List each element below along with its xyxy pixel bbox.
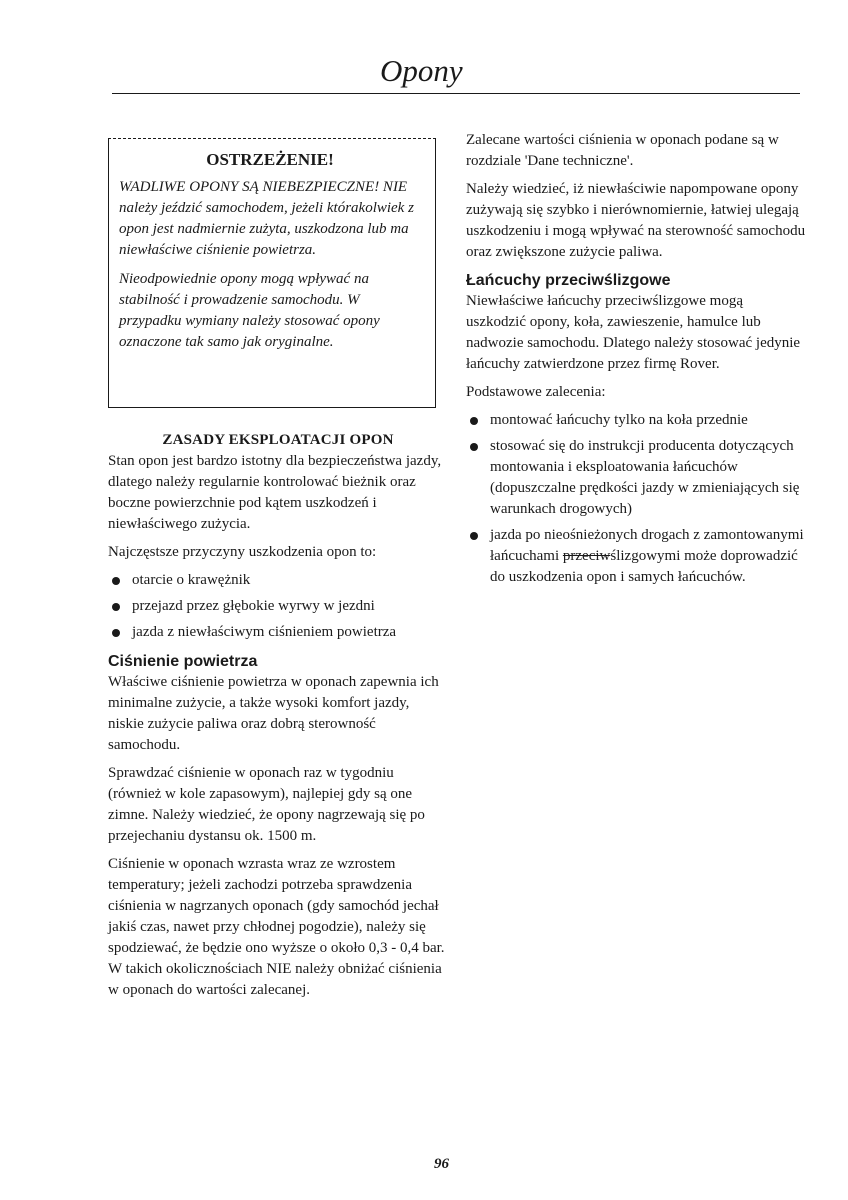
warning-title: OSTRZEŻENIE! <box>206 150 334 169</box>
bullet-icon <box>470 417 478 425</box>
section-heading-tyre-rules: ZASADY EKSPLOATACJI OPON <box>162 432 394 448</box>
list-item-text: stosować się do instrukcji producenta dotyczących montowania i eksploatowania łańcuchów (dopuszczalne prędkości jazdy w zmieniających się warunkach drogowych) <box>490 438 800 517</box>
list-item <box>466 525 806 588</box>
warning-paragraph-2: Nieodpowiednie opony mogą wpływać na stabilność i prowadzenie samochodu. W przypadku wymiany należy stosować opony oznaczone tak samo jak oryginalne. <box>119 271 380 350</box>
pressure-paragraph-3: Ciśnienie w oponach wzrasta wraz ze wzrostem temperatury; jeżeli zachodzi potrzeba sprawdzenia ciśnienia w nagrzanych oponach (gdy samochód jechał jakiś czas, nawet przy chłodnej pogodzie), należy się spodziewać, że będzie ono wyższe o około 0,3 - 0,4 bar. W takich okolicznościach NIE należy obniżać ciśnienia w oponach do wartości zalecanej. <box>108 856 445 998</box>
list-item <box>108 596 448 617</box>
rec3-text-end: ślizgowymi może doprowadzić do uszkodzenia opon i samych łańcuchów. <box>490 548 798 585</box>
section-heading-snow-chains: Łańcuchy przeciwślizgowe <box>466 272 671 289</box>
list-item <box>108 570 448 591</box>
right-column <box>466 130 806 596</box>
warning-box <box>108 138 436 408</box>
list-item-text: przejazd przez głębokie wyrwy w jezdni <box>132 598 375 614</box>
recommended-pressure-paragraph: Zalecane wartości ciśnienia w oponach podane są w rozdziale 'Dane techniczne'. <box>466 132 779 169</box>
list-item <box>108 622 448 643</box>
recommendations-intro: Podstawowe zalecenia: <box>466 384 606 400</box>
tyre-rules-intro: Stan opon jest bardzo istotny dla bezpieczeństwa jazdy, dlatego należy regularnie kontrolować bieżnik oraz boczne powierzchnie pod kątem uszkodzeń i niewłaściwego zużycia. <box>108 453 442 532</box>
damage-causes-intro: Najczęstsze przyczyny uszkodzenia opon to: <box>108 544 377 560</box>
list-item <box>466 436 806 520</box>
snow-chains-paragraph: Niewłaściwe łańcuchy przeciwślizgowe mogą uszkodzić opony, koła, zawieszenie, hamulce lub nadwozie samochodu. Dlatego należy stosować jedynie łańcuchy zatwierdzone przez firmę Rover. <box>466 293 801 372</box>
bullet-icon <box>112 577 120 585</box>
header-divider <box>112 93 800 94</box>
pressure-paragraph-1: Właściwe ciśnienie powietrza w oponach zapewnia ich minimalne zużycie, a także wysoki komfort jazdy, niskie zużycie paliwa oraz dobrą sterowność samochodu. <box>108 674 439 753</box>
rec3-struck-text: przeciw <box>562 548 611 564</box>
bullet-icon <box>470 443 478 451</box>
list-item-text: montować łańcuchy tylko na koła przednie <box>490 412 748 428</box>
bullet-icon <box>470 532 478 540</box>
damage-causes-list <box>108 570 448 643</box>
list-item-text: jazda z niewłaściwym ciśnieniem powietrza <box>132 624 397 640</box>
warning-paragraph-1: WADLIWE OPONY SĄ NIEBEZPIECZNE! NIE należy jeździć samochodem, jeżeli którakolwiek z opon jest nadmiernie zużyta, uszkodzona lub ma niewłaściwe ciśnienie powietrza. <box>119 179 414 258</box>
rec3-text-start: jazda po nieośnieżonych drogach z zamontowanymi łańcuchami <box>490 527 804 564</box>
incorrect-inflation-paragraph: Należy wiedzieć, iż niewłaściwie napompowane opony zużywają się szybko i nierównomiernie, łatwiej ulegają uszkodzeniu i mogą wpływać na sterowność samochodu oraz zwiększone zużycie paliwa. <box>466 181 806 260</box>
page-title: Opony <box>380 53 463 88</box>
list-item-text <box>490 527 804 585</box>
page-number: 96 <box>434 1156 449 1172</box>
bullet-icon <box>112 603 120 611</box>
section-heading-air-pressure: Ciśnienie powietrza <box>108 653 258 670</box>
recommendations-list <box>466 410 806 588</box>
pressure-paragraph-2: Sprawdzać ciśnienie w oponach raz w tygodniu (również w kole zapasowym), najlepiej gdy są one zimne. Należy wiedzieć, że opony nagrzewają się po przejechaniu dystansu ok. 1500 m. <box>108 765 425 844</box>
left-column <box>108 430 448 1008</box>
list-item-text: otarcie o krawężnik <box>132 572 251 588</box>
bullet-icon <box>112 629 120 637</box>
list-item <box>466 410 806 431</box>
